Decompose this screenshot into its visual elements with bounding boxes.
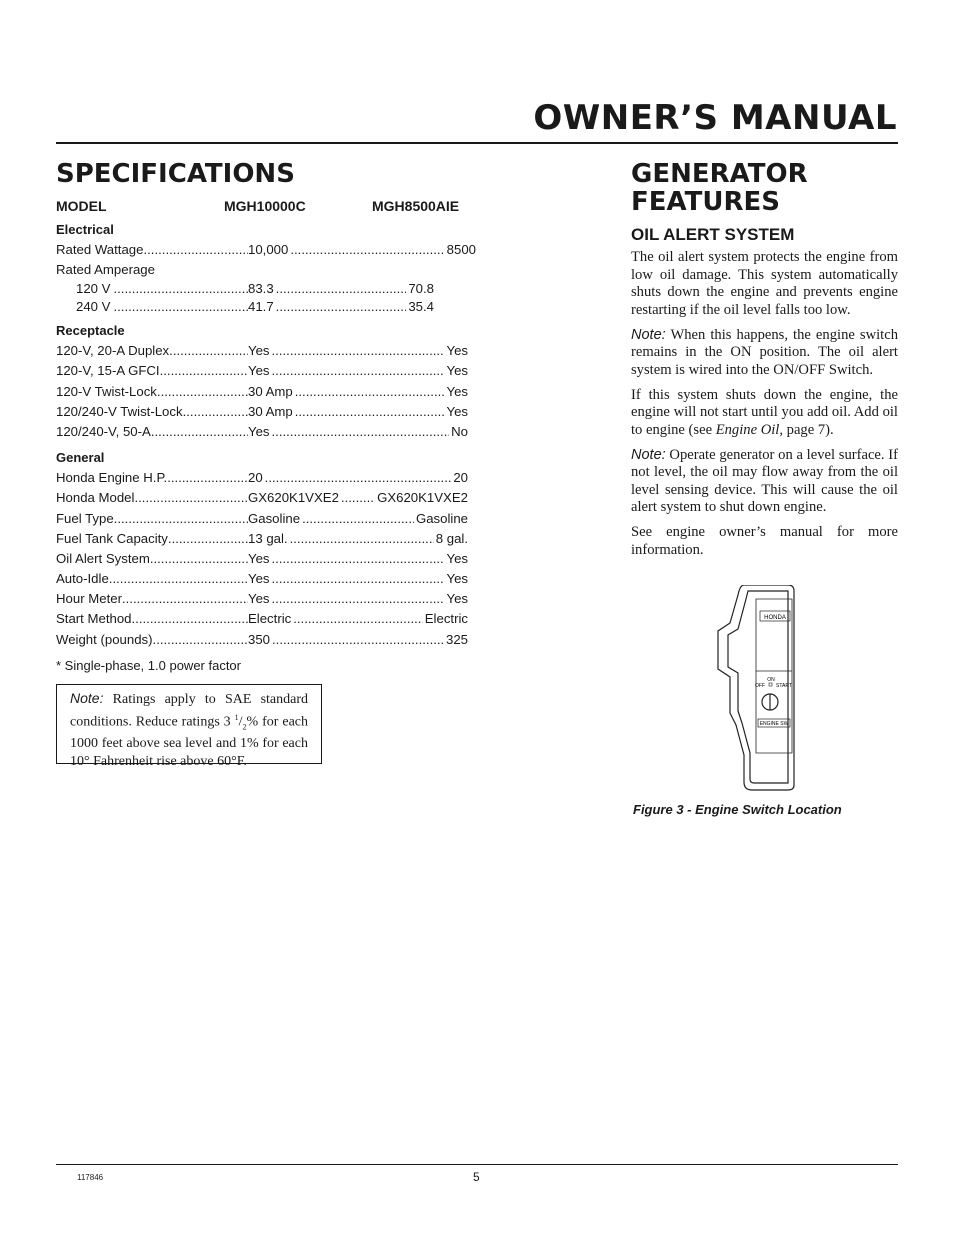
spec-row [56, 361, 476, 381]
note-text: When this happens, the engine switch remains in the ON position. The oil alert system is wired into the ON/OFF Switch. [631, 326, 898, 378]
spec-row [56, 298, 476, 316]
document-number: 117846 [77, 1173, 104, 1182]
spec-value-2: Yes [446, 363, 468, 379]
engine-oil-reference: Engine Oil, [715, 421, 783, 438]
spec-value-2: Gasoline [415, 510, 468, 526]
spec-value-1: 83.3 [248, 281, 274, 297]
footer-divider [56, 1164, 898, 1165]
general-rows [56, 468, 476, 650]
spec-row [56, 488, 476, 508]
note-label: Note: [70, 690, 104, 706]
features-title-line2: FEATURES [631, 187, 780, 217]
paragraph-text: page 7). [783, 421, 834, 438]
paragraph: See engine owner’s manual for more information. [631, 524, 898, 558]
spec-label: 120-V, 15-A GFCI [56, 363, 160, 379]
model-header-row [56, 198, 476, 220]
spec-value-1: Yes [248, 423, 270, 439]
footnote: * Single-phase, 1.0 power factor [56, 658, 241, 673]
spec-row [56, 341, 476, 361]
spec-row [56, 402, 476, 422]
spec-row [56, 609, 476, 629]
spec-value-2: No [451, 423, 468, 439]
spec-value-1: 30 Amp [248, 383, 293, 399]
spec-row [56, 529, 476, 549]
spec-value-2: 35.4 [408, 298, 434, 314]
note-label: Note: [631, 446, 666, 463]
spec-label: Auto-Idle [56, 571, 109, 587]
note-text-a: Ratings apply to SAE standard conditions. Reduce ratings 3 [70, 692, 308, 730]
figure-caption: Figure 3 - Engine Switch Location [633, 802, 842, 817]
spec-value-1: Yes [248, 363, 270, 379]
header-divider [56, 142, 898, 144]
spec-value-2: 70.8 [408, 281, 434, 297]
switch-start-label: START [776, 683, 792, 689]
spec-label: 120-V, 20-A Duplex [56, 343, 170, 359]
spec-row [56, 468, 476, 488]
model-label: MODEL [56, 198, 107, 214]
fraction-denominator: 2 [242, 721, 247, 731]
fraction-numerator: 1 [234, 712, 239, 722]
group-title-electrical: Electrical [56, 222, 114, 237]
spec-value-2: 8500 [446, 242, 476, 257]
spec-label: Honda Engine H.P. [56, 470, 168, 486]
spec-label: 120 V [76, 281, 111, 297]
note-text-b: % for each 1000 feet above sea level and 1% for each 10° Fahrenheit rise above 60°F. [70, 714, 308, 769]
paragraph-text: If this system shuts down the engine, the engine will not start until you add oil. Add oil to engine (see [631, 386, 898, 438]
spec-value-1: Gasoline [248, 510, 301, 526]
spec-row [56, 509, 476, 529]
spec-row [56, 240, 476, 260]
group-title-general: General [56, 450, 105, 466]
spec-label: 240 V [76, 298, 111, 314]
spec-value-1: 350 [248, 631, 271, 647]
spec-value-2: Yes [446, 571, 468, 587]
oil-alert-subtitle: OIL ALERT SYSTEM [631, 225, 795, 244]
spec-value-1: Yes [248, 591, 270, 607]
spec-value-2: 325 [445, 631, 468, 647]
spec-row [56, 569, 476, 589]
spec-label: Honda Model [56, 490, 135, 506]
spec-label: Weight (pounds) [56, 631, 153, 647]
receptacle-rows [56, 341, 476, 442]
note-box [56, 684, 322, 769]
page-title: OWNER’S MANUAL [533, 98, 897, 138]
spec-value-2: Yes [446, 383, 468, 399]
spec-value-1: 41.7 [248, 298, 274, 314]
spec-row [56, 630, 476, 650]
spec-value-2: GX620K1VXE2 [377, 490, 468, 506]
spec-value-2: 8 gal. [435, 530, 468, 546]
model-col1: MGH10000C [224, 198, 306, 214]
paragraph [631, 387, 898, 440]
spec-value-1: Yes [248, 343, 270, 359]
note-text: Operate generator on a level surface. If not level, the oil may flow away from the oil level sensing device. This will cause the oil alert system to shut down engine. [631, 446, 898, 515]
note-label: Note: [631, 326, 666, 343]
spec-label: Start Method [56, 611, 132, 627]
fraction-slash: / [238, 714, 243, 730]
spec-value-2: Yes [446, 550, 468, 566]
features-title [631, 160, 808, 216]
spec-row [56, 382, 476, 402]
spec-value-1: 30 Amp [248, 403, 293, 419]
paragraph: The oil alert system protects the engine from low oil damage. This system automatically shuts down the engine and prevents engine restarting if the oil level falls too low. [631, 249, 898, 318]
spec-value-2: 20 [453, 470, 468, 486]
spec-label: Fuel Tank Capacity [56, 530, 168, 546]
spec-label: 120/240-V Twist-Lock [56, 403, 183, 419]
switch-on-label: ON [767, 677, 775, 683]
spec-value-1: 13 gal. [248, 530, 288, 546]
note-paragraph [631, 447, 898, 517]
spec-label: Rated Wattage [56, 242, 144, 257]
spec-label: Hour Meter [56, 591, 122, 607]
spec-value-1: 10,000 [248, 242, 289, 257]
spec-label: 120/240-V, 50-A [56, 423, 151, 439]
page-number: 5 [473, 1170, 480, 1184]
spec-value-2: Electric [424, 611, 468, 627]
spec-value-1: 20 [248, 470, 263, 486]
spec-label: Oil Alert System [56, 550, 150, 566]
engine-switch-illustration [708, 585, 808, 791]
spec-value-2: Yes [446, 403, 468, 419]
features-title-line1: GENERATOR [631, 159, 808, 189]
note-paragraph [631, 327, 898, 380]
spec-label: 120-V Twist-Lock [56, 383, 157, 399]
spec-row [56, 280, 476, 298]
spec-value-1: GX620K1VXE2 [248, 490, 339, 506]
spec-value-1: Yes [248, 571, 270, 587]
model-col2: MGH8500AIE [372, 198, 460, 214]
rated-amperage-label: Rated Amperage [56, 262, 155, 278]
engine-sw-label: ENGINE SW [759, 721, 789, 727]
switch-off-label: OFF [755, 683, 765, 689]
spec-value-1: Electric [248, 611, 292, 627]
spec-row [56, 422, 476, 442]
spec-label: Fuel Type [56, 510, 114, 526]
group-title-receptacle: Receptacle [56, 323, 125, 339]
spec-row [56, 589, 476, 609]
spec-value-1: Yes [248, 550, 270, 566]
spec-value-2: Yes [446, 591, 468, 607]
specifications-title: SPECIFICATIONS [56, 159, 295, 189]
brand-text: HONDA [764, 615, 786, 621]
spec-row [56, 549, 476, 569]
features-body [631, 249, 898, 567]
spec-value-2: Yes [446, 343, 468, 359]
spec-table [56, 198, 476, 650]
